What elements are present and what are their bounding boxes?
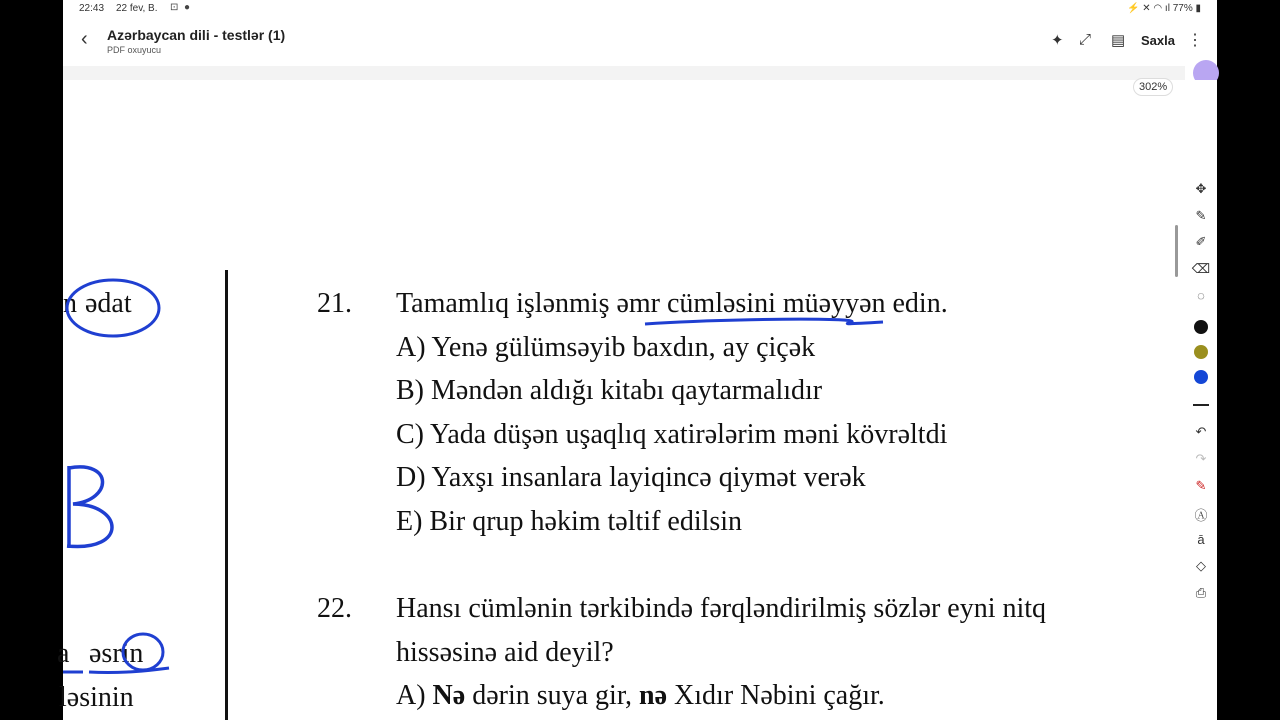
ink-circle-edat [63, 270, 173, 350]
battery-icon: ▮ [1192, 3, 1201, 14]
screenshot-icon: ⊡ [170, 2, 179, 13]
pdf-page [57, 80, 1175, 720]
option-a-bold-ne-1: Nə [432, 680, 466, 711]
question-21-option-c: C) Yada düşən uşaqlıq xatirələrim məni kövrəltdi [396, 419, 948, 450]
left-word-edat: ədat [85, 288, 132, 319]
page-top-gap [63, 66, 1185, 80]
question-22-number: 22. [317, 593, 352, 624]
battery-level: 77% [1172, 3, 1193, 14]
left-word-esrin: əsrin [89, 638, 144, 669]
status-right [1127, 3, 1201, 14]
question-21-number: 21. [317, 288, 352, 319]
option-a-prefix: A) [396, 680, 433, 711]
ink-underline-esrin [63, 630, 183, 680]
left-fragment-lesinin: ləsinin [59, 682, 134, 713]
pen-icon[interactable]: ✎ [1195, 208, 1207, 223]
document-subtitle: PDF oxuyucu [107, 45, 162, 55]
page-scrollbar[interactable] [1175, 225, 1178, 277]
color-blue-swatch[interactable] [1194, 370, 1208, 384]
question-22-text-line2: hissəsinə aid deyil? [396, 637, 614, 668]
ink-handwritten-b [63, 460, 133, 560]
pdf-reader-screen [57, 0, 1217, 720]
magic-sparkle-icon[interactable]: ✦ [1051, 32, 1064, 49]
reader-mode-icon[interactable]: ▤ [1111, 32, 1126, 49]
question-22-option-a [396, 680, 885, 712]
lasso-icon[interactable]: ◌ [1197, 288, 1205, 303]
ink-underline-emr-cumlesini [643, 316, 903, 332]
more-options-icon[interactable]: ⋮ [1187, 32, 1203, 49]
lock-page-icon[interactable]: ⎙ [1195, 585, 1207, 600]
highlighter-icon[interactable]: ✐ [1195, 234, 1207, 249]
pinterest-icon: ● [184, 2, 191, 13]
status-time: 22:43 [79, 3, 105, 14]
color-black-swatch[interactable] [1194, 320, 1208, 334]
shapes-icon[interactable]: ◇ [1196, 558, 1206, 573]
left-fragment-n: n [63, 288, 77, 319]
app-bar [63, 18, 1217, 66]
back-chevron-icon[interactable]: ‹ [81, 28, 88, 50]
column-divider [225, 270, 228, 720]
status-date: 22 fev, B. [116, 3, 158, 14]
question-21-option-a: A) Yenə gülümsəyib baxdın, ay çiçək [396, 332, 816, 363]
question-21-option-b: B) Məndən aldığı kitabı qaytarmalıdır [396, 375, 823, 406]
question-21-option-e: E) Bir qrup həkim təltif edilsin [396, 506, 743, 537]
annotation-tool-rail [1185, 80, 1217, 720]
question-22-text-line1: Hansı cümlənin tərkibində fərqləndirilmiş sözlər eyni nitq [396, 593, 1047, 624]
text-tool-icon[interactable]: Ⓐ [1194, 508, 1208, 523]
color-olive-swatch[interactable] [1194, 345, 1208, 359]
signal-icons: ⚡ ✕ ◠ ıl [1127, 3, 1173, 14]
redo-icon[interactable]: ↷ [1195, 451, 1207, 466]
left-fragment-a: a [57, 638, 70, 669]
text-select-icon[interactable]: ā [1197, 532, 1205, 547]
left-black-bar [0, 0, 63, 720]
question-21-text: Tamamlıq işlənmiş əmr cümləsini müəyyən edin. [396, 288, 948, 319]
right-black-bar [1217, 0, 1280, 720]
question-21-option-d: D) Yaxşı insanlara layiqincə qiymət verək [396, 462, 866, 493]
option-a-rest: Xıdır Nəbini çağır. [667, 680, 885, 711]
marker-icon[interactable]: ✎ [1195, 478, 1207, 493]
undo-icon[interactable]: ↶ [1195, 424, 1207, 439]
eraser-icon[interactable]: ⌫ [1191, 261, 1211, 276]
move-icon[interactable]: ✥ [1195, 181, 1207, 196]
save-button[interactable]: Saxla [1141, 33, 1175, 48]
option-a-bold-ne-2: nə [639, 680, 668, 711]
document-title: Azərbaycan dili - testlər (1) [107, 27, 286, 43]
expand-icon[interactable]: ⤢ [1079, 31, 1092, 48]
zoom-level-badge: 302% [1133, 78, 1173, 96]
stroke-width-indicator[interactable] [1193, 404, 1209, 406]
status-bar [63, 0, 1217, 18]
option-a-middle: dərin suya gir, [465, 680, 640, 711]
